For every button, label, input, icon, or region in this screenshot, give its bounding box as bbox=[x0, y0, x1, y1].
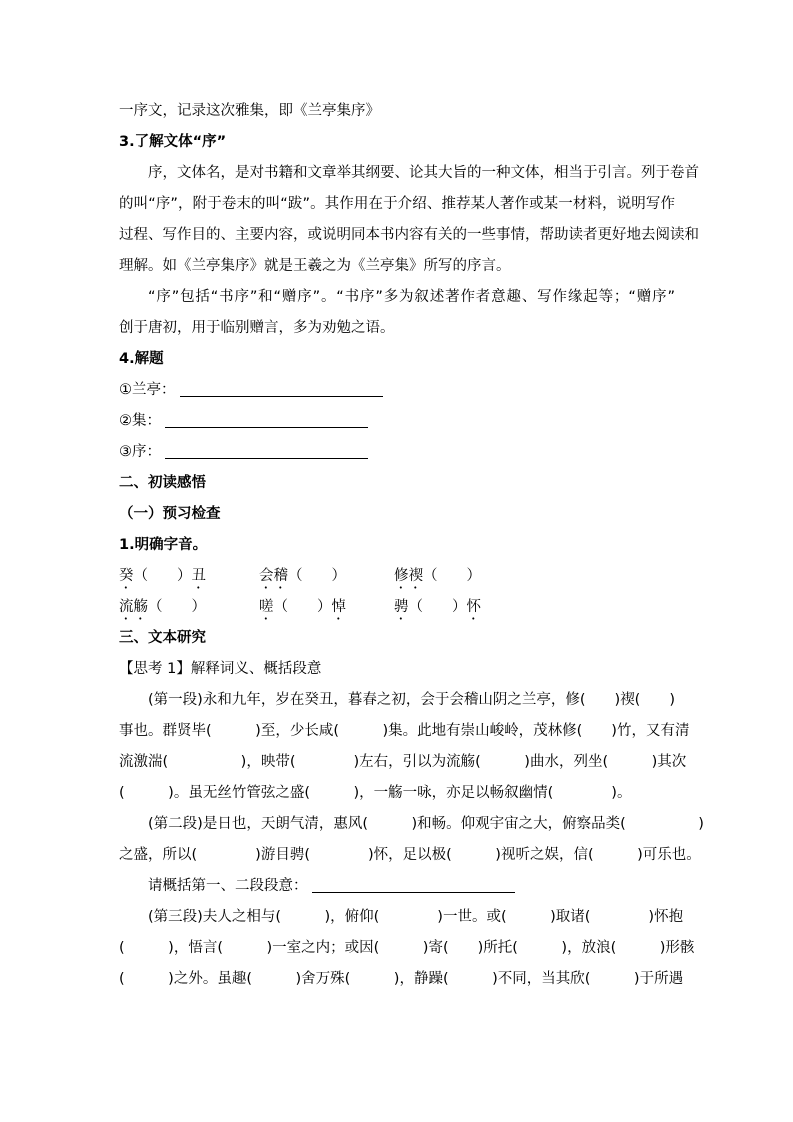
text-line: (第一段)永和九年，岁在癸丑，暮春之初，会于会稽山阴之兰亭，修( )禊( ) bbox=[148, 692, 675, 708]
section-heading: 三、文本研究 bbox=[119, 630, 206, 646]
heading-title-explanation: 4.解题 bbox=[119, 351, 164, 367]
pronunciation-row bbox=[119, 592, 675, 623]
answer-blank[interactable] bbox=[165, 408, 368, 428]
answer-blank[interactable] bbox=[312, 873, 515, 893]
question-label: ①兰亭： bbox=[119, 382, 176, 398]
pronunciation-item: 修禊（ ） bbox=[394, 568, 481, 584]
pronunciation-item: 嗟（ ）悼 bbox=[259, 599, 346, 615]
paragraph-line: 过程、写作目的、主要内容，或说明同本书内容有关的一些事情，帮助读者更好地去阅读和 bbox=[119, 227, 699, 243]
pronunciation-item: 会稽（ ） bbox=[259, 568, 346, 584]
text-line: 流激湍( )，映带( )左右，引以为流觞( )曲水，列坐( )其次 bbox=[119, 754, 687, 770]
subsection-heading: （一）预习检查 bbox=[119, 506, 221, 522]
question-lanting bbox=[119, 375, 675, 406]
paragraph-line: 的叫“序”，附于卷末的叫“跋”。其作用在于介绍、推荐某人著作或某一材料，说明写作 bbox=[119, 196, 675, 212]
text-line: (第二段)是日也，天朗气清，惠风( )和畅。仰观宇宙之大，俯察品类( ) bbox=[148, 816, 704, 832]
pronunciation-row bbox=[119, 561, 675, 592]
heading-understand-preface: 3.了解文体“序” bbox=[119, 134, 227, 150]
document-body bbox=[119, 96, 704, 995]
summary-label: 请概括第一、二段段意： bbox=[148, 878, 308, 894]
question-xu bbox=[119, 437, 675, 468]
pronunciation-item: 骋（ ）怀 bbox=[394, 599, 481, 615]
intro-line: 一序文，记录这次雅集，即《兰亭集序》 bbox=[119, 103, 380, 119]
paragraph-line: “序”包括“书序”和“赠序”。“书序”多为叙述著作者意趣、写作缘起等；“赠序” bbox=[148, 289, 675, 305]
answer-blank[interactable] bbox=[180, 377, 383, 397]
question-ji bbox=[119, 406, 675, 437]
text-line: 之盛，所以( )游目骋( )怀，足以极( )视听之娱，信( )可乐也。 bbox=[119, 847, 701, 863]
question-label: ③序： bbox=[119, 444, 161, 460]
paragraph-line: 序，文体名，是对书籍和文章举其纲要、论其大旨的一种文体，相当于引言。列于卷首 bbox=[148, 165, 699, 181]
section-heading: 二、初读感悟 bbox=[119, 475, 206, 491]
text-line: ( )之外。虽趣( )舍万殊( )，静躁( )不同，当其欣( )于所遇 bbox=[119, 971, 684, 987]
summary-prompt bbox=[119, 871, 675, 902]
paragraph-line: 理解。如《兰亭集序》就是王羲之为《兰亭集》所写的序言。 bbox=[119, 258, 511, 274]
text-line: 事也。群贤毕( )至，少长咸( )集。此地有崇山峻岭，茂林修( )竹，又有清 bbox=[119, 723, 690, 739]
answer-blank[interactable] bbox=[165, 439, 368, 459]
task-heading: 1.明确字音。 bbox=[119, 537, 208, 553]
pronunciation-item: 流觞（ ） bbox=[119, 599, 206, 615]
paragraph-line: 创于唐初，用于临别赠言，多为劝勉之语。 bbox=[119, 320, 395, 336]
pronunciation-item: 癸（ ）丑 bbox=[119, 568, 206, 584]
text-line: ( )。虽无丝竹管弦之盛( )，一觞一咏，亦足以畅叙幽情( )。 bbox=[119, 785, 632, 801]
text-line: (第三段)夫人之相与( )，俯仰( )一世。或( )取诸( )怀抱 bbox=[148, 909, 684, 925]
text-line: ( )，悟言( )一室之内；或因( )寄( )所托( )，放浪( )形骸 bbox=[119, 940, 695, 956]
think-prompt: 【思考 1】解释词义、概括段意 bbox=[119, 661, 322, 677]
question-label: ②集： bbox=[119, 413, 161, 429]
